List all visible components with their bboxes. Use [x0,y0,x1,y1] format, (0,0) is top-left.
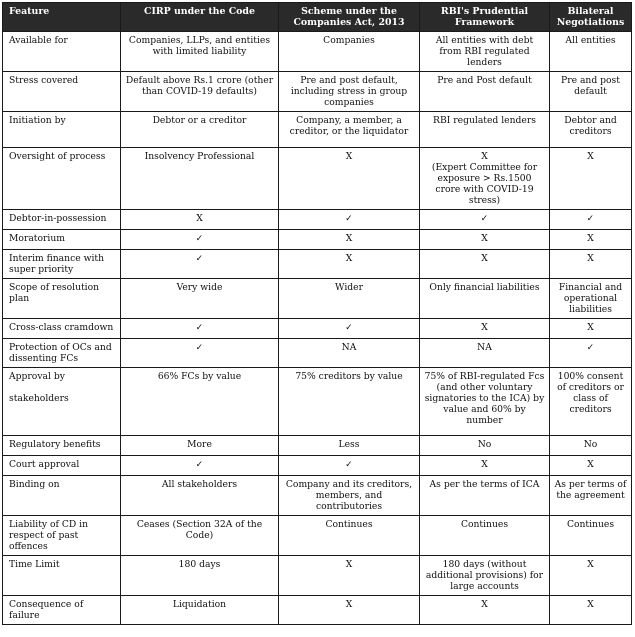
scheme-cell: Less [279,436,420,456]
rbi-framework-cell: 75% of RBI-regulated Fcs (and other voluntary signatories to the ICA) by value and 60% by number [420,368,550,436]
table-row [3,368,632,436]
bilateral-cell: Financial and operational liabilities [550,279,632,319]
cirp-cell: ✓ [121,230,279,250]
rbi-framework-cell: X (Expert Committee for exposure > Rs.1500 crore with COVID-19 stress) [420,148,550,210]
cirp-cell: More [121,436,279,456]
scheme-cell: X [279,148,420,210]
feature-cell: Available for [3,32,121,72]
feature-cell: Scope of resolution plan [3,279,121,319]
table-row [3,556,632,596]
scheme-cell: NA [279,339,420,368]
table-row [3,279,632,319]
scheme-cell: 75% creditors by value [279,368,420,436]
table-row [3,516,632,556]
cirp-cell: Liquidation [121,596,279,625]
rbi-framework-cell: Pre and Post default [420,72,550,112]
feature-cell: Approval by stakeholders [3,368,121,436]
cirp-cell: 180 days [121,556,279,596]
bilateral-cell: No [550,436,632,456]
bilateral-cell: ✓ [550,210,632,230]
bilateral-cell: All entities [550,32,632,72]
rbi-framework-cell: As per the terms of ICA [420,476,550,516]
header-feature: Feature [3,3,121,32]
table-row [3,339,632,368]
feature-cell: Consequence of failure [3,596,121,625]
table-header [3,3,632,32]
scheme-cell: X [279,230,420,250]
feature-cell: Regulatory benefits [3,436,121,456]
table-row [3,436,632,456]
table-row [3,476,632,516]
cirp-cell: ✓ [121,456,279,476]
table-row [3,319,632,339]
scheme-cell: Wider [279,279,420,319]
bilateral-cell: As per terms of the agreement [550,476,632,516]
table-row [3,32,632,72]
bilateral-cell: X [550,230,632,250]
rbi-framework-cell: NA [420,339,550,368]
scheme-cell: X [279,556,420,596]
scheme-cell: X [279,250,420,279]
bilateral-cell: 100% consent of creditors or class of creditors [550,368,632,436]
rbi-framework-cell: Only financial liabilities [420,279,550,319]
header-bilateral: Bilateral Negotiations [550,3,632,32]
feature-cell: Stress covered [3,72,121,112]
table-row [3,112,632,148]
header-row [3,3,632,32]
header-cirp: CIRP under the Code [121,3,279,32]
rbi-framework-cell: RBI regulated lenders [420,112,550,148]
rbi-framework-cell: X [420,230,550,250]
rbi-framework-cell: All entities with debt from RBI regulated lenders [420,32,550,72]
table-row [3,250,632,279]
cirp-cell: Insolvency Professional [121,148,279,210]
cirp-cell: Debtor or a creditor [121,112,279,148]
rbi-framework-cell: X [420,456,550,476]
header-rbi-framework: RBI's Prudential Framework [420,3,550,32]
feature-cell: Moratorium [3,230,121,250]
cirp-cell: ✓ [121,339,279,368]
cirp-cell: Very wide [121,279,279,319]
scheme-cell: Company and its creditors, members, and contributories [279,476,420,516]
feature-cell: Protection of OCs and dissenting FCs [3,339,121,368]
feature-cell: Court approval [3,456,121,476]
scheme-cell: ✓ [279,456,420,476]
feature-cell: Debtor-in-possession [3,210,121,230]
bilateral-cell: X [550,456,632,476]
table-row [3,210,632,230]
table-row [3,72,632,112]
bilateral-cell: Pre and post default [550,72,632,112]
comparison-table [2,2,632,625]
feature-cell: Initiation by [3,112,121,148]
cirp-cell: Companies, LLPs, and entities with limited liability [121,32,279,72]
bilateral-cell: X [550,319,632,339]
feature-cell: Binding on [3,476,121,516]
cirp-cell: X [121,210,279,230]
feature-cell: Interim finance with super priority [3,250,121,279]
cirp-cell: Ceases (Section 32A of the Code) [121,516,279,556]
bilateral-cell: ✓ [550,339,632,368]
comparison-table-container [2,2,631,625]
bilateral-cell: X [550,250,632,279]
feature-cell: Cross-class cramdown [3,319,121,339]
cirp-cell: 66% FCs by value [121,368,279,436]
feature-cell: Time Limit [3,556,121,596]
bilateral-cell: Continues [550,516,632,556]
scheme-cell: ✓ [279,210,420,230]
table-row [3,456,632,476]
bilateral-cell: X [550,556,632,596]
scheme-cell: Company, a member, a creditor, or the liquidator [279,112,420,148]
table-body [3,32,632,625]
rbi-framework-cell: 180 days (without additional provisions) for large accounts [420,556,550,596]
table-row [3,230,632,250]
header-scheme: Scheme under the Companies Act, 2013 [279,3,420,32]
scheme-cell: ✓ [279,319,420,339]
rbi-framework-cell: ✓ [420,210,550,230]
rbi-framework-cell: No [420,436,550,456]
bilateral-cell: Debtor and creditors [550,112,632,148]
scheme-cell: Continues [279,516,420,556]
bilateral-cell: X [550,148,632,210]
bilateral-cell: X [550,596,632,625]
rbi-framework-cell: X [420,596,550,625]
table-row [3,596,632,625]
scheme-cell: Companies [279,32,420,72]
rbi-framework-cell: X [420,319,550,339]
cirp-cell: All stakeholders [121,476,279,516]
cirp-cell: ✓ [121,250,279,279]
cirp-cell: Default above Rs.1 crore (other than COVID-19 defaults) [121,72,279,112]
feature-cell: Oversight of process [3,148,121,210]
rbi-framework-cell: Continues [420,516,550,556]
scheme-cell: Pre and post default, including stress in group companies [279,72,420,112]
cirp-cell: ✓ [121,319,279,339]
table-row [3,148,632,210]
rbi-framework-cell: X [420,250,550,279]
feature-cell: Liability of CD in respect of past offences [3,516,121,556]
scheme-cell: X [279,596,420,625]
